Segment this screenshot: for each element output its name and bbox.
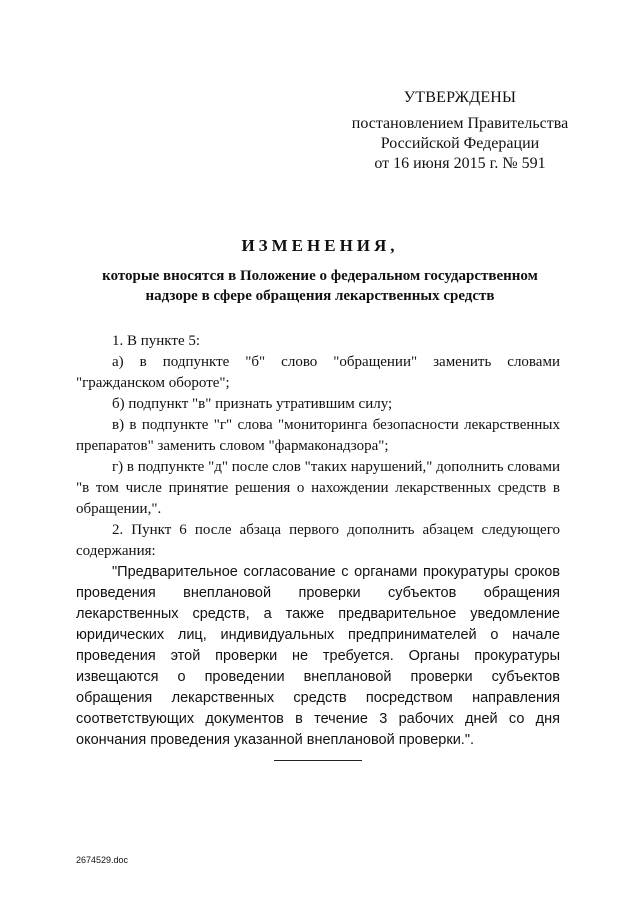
item-1-heading: 1. В пункте 5: — [112, 333, 201, 349]
approval-heading: УТВЕРЖДЕНЫ — [403, 89, 517, 106]
item-1-g: г) в подпункте "д" после слов "таких нарушений," дополнить словами "в том числе принятие решения о нахождении лекарственных средств в обращении,". — [76, 459, 560, 517]
approval-line-1: постановлением Правительства — [351, 115, 569, 132]
subtitle-line-1: которые вносятся в Положение о федеральном государственном — [102, 268, 538, 284]
item-1-b: б) подпункт "в" признать утратившим силу; — [112, 396, 393, 412]
document-body — [76, 331, 560, 751]
item-1-a: а) в подпункте "б" слово "обращении" заменить словами "гражданском обороте"; — [76, 354, 560, 391]
document-title: ИЗМЕНЕНИЯ, — [241, 236, 399, 255]
subtitle-line-2: надзоре в сфере обращения лекарственных средств — [145, 288, 495, 304]
end-divider — [274, 760, 362, 761]
item-2-quote: "Предварительное согласование с органами прокуратуры сроков проведения внеплановой проверки субъектов обращения лекарственных средств, а также предварительное уведомление юридических лиц, индивидуальных предпринимателей о начале проведения этой проверки не требуется. Органы прокуратуры извещаются о проведении внеплановой проверки субъектов обращения лекарственных средств посредством направления соответствующих документов в течение 3 рабочих дней со дня окончания проведения указанной внеплановой проверки.". — [76, 564, 560, 748]
approval-line-2: Российской Федерации — [380, 135, 540, 152]
approval-line-3: от 16 июня 2015 г. № 591 — [374, 155, 546, 172]
item-1-v: в) в подпункте "г" слова "мониторинга безопасности лекарственных препаратов" заменить словом "фармаконадзора"; — [76, 417, 560, 454]
item-2-heading: 2. Пункт 6 после абзаца первого дополнить абзацем следующего содержания: — [76, 522, 560, 559]
approval-stamp — [330, 88, 590, 174]
title-block — [60, 236, 580, 306]
document-number: 2674529.doc — [76, 855, 129, 865]
